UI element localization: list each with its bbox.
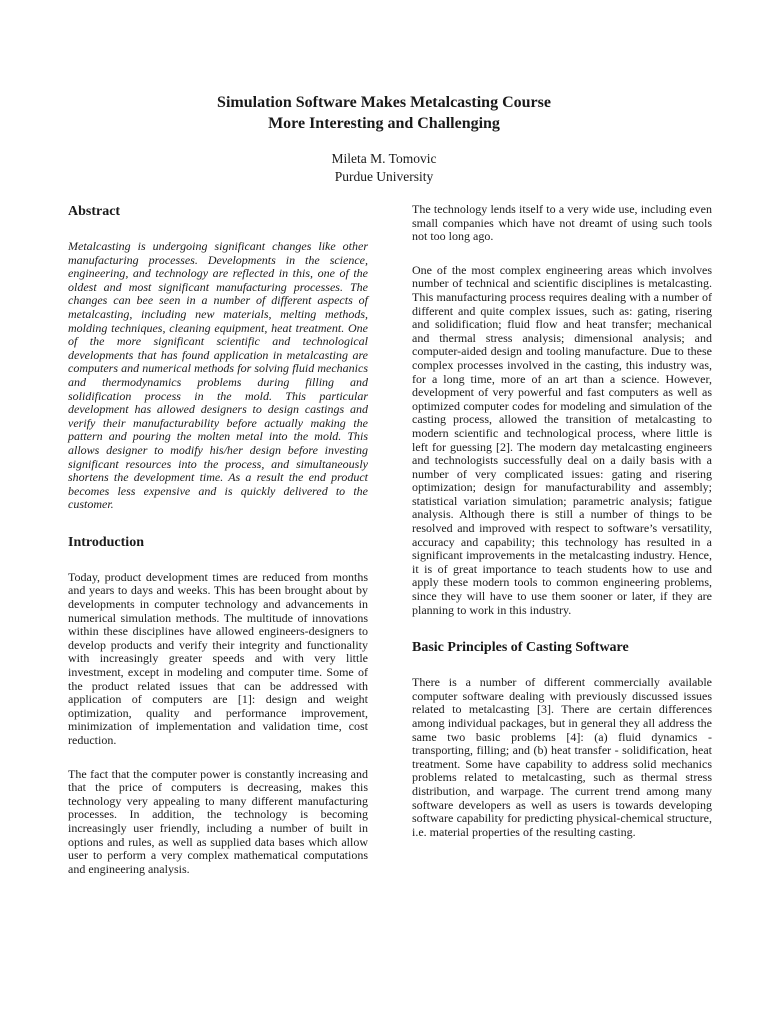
paper-title bbox=[0, 92, 768, 134]
introduction-paragraph-1: Today, product development times are reduced from months and years to days and weeks. This has been brought about by developments in computer technology and advancements in numerical simulation methods. The multitude of innovations within these disciplines have allowed engineers-designers to develop products and verify their integrity and functionality with increasingly greater speeds and with very little investment, except in modeling and computer time. Some of the product related issues that can be addressed with application of computers are [1]: design and weight optimization, quality and performance improvement, minimization of implementation and validation time, cost reduction. bbox=[68, 569, 368, 747]
title-line-2: More Interesting and Challenging bbox=[268, 115, 500, 132]
body-paragraph-metalcasting: One of the most complex engineering areas which involves number of technical and scientific disciplines is metalcasting. This manufacturing process requires dealing with a number of different and quite complex issues, such as: gating, risering and solidification; fluid flow and heat transfer; mechanical and thermal stress analysis; dimensional analysis; and computer-aided design and tooling manufacture. Due to these complex processes involved in the casting, this industry was, for a long time, more of an art than a science. However, development of very powerful and fast computers as well as optimized computer codes for modeling and simulation of the casting process, allowed the transition of metalcasting to modern scientific and technological process, where little is left for guessing [2]. The modern day metalcasting engineers and technologists successfully deal on a daily basis with a number of very complicated issues: gating and risering optimization; design for manufacturability and assembly; statistical variation simulation; parametric analysis; fatigue analysis. Although there is still a number of things to be resolved and improved with respect to software’s versatility, accuracy and capability; this technology has resulted in a significant improvements in the metalcasting industry. Hence, it is of great importance to teach students how to use and apply these modern tools to common engineering problems, since they will have to use them sooner or later, if they are planning to work in this industry. bbox=[412, 262, 712, 617]
author-affiliation: Purdue University bbox=[334, 169, 434, 184]
author-block bbox=[0, 150, 768, 186]
left-column bbox=[68, 203, 368, 876]
abstract-text: Metalcasting is undergoing significant changes like other manufacturing processes. Developments in the science, engineering, and technology are reflected in this, one of the oldest and most significant manufacturing processes. The changes can bee seen in a number of different aspects of metalcasting, including new materials, melting methods, molding techniques, cleaning equipment, heat treatment. One of the more significant scientific and technological developments that has found application in metalcasting are computers and numerical methods for solving fluid mechanics and thermodynamics problems during filling and solidification process in the mold. This particular development has allowed designers to design castings and verify their manufacturability before actually making the pattern and pouring the molten metal into the mold. This allows designer to modify his/her design before investing significant resources into the process, and simultaneously shortens the development time. As a result the end product becomes less expensive and is quickly delivered to the customer. bbox=[68, 239, 368, 512]
basic-principles-heading: Basic Principles of Casting Software bbox=[412, 640, 629, 656]
basic-principles-paragraph: There is a number of different commercially available computer software dealing with previously discussed issues related to metalcasting [3]. There are certain differences among individual packages, but in general they all address the same two basic problems [4]: (a) fluid dynamics - transporting, filling; and (b) heat transfer - solidification, heat treatment. Some have capability to address solid mechanics problems related to metalcasting, such as thermal stress distribution, and warpage. The current trend among many software developers as well as users is towards developing software capability for predicting physical-chemical structure, i.e. material properties of the resulting casting. bbox=[412, 675, 712, 839]
introduction-heading: Introduction bbox=[68, 534, 144, 550]
right-column bbox=[412, 203, 712, 839]
title-line-1: Simulation Software Makes Metalcasting Course bbox=[217, 94, 551, 111]
author-name: Mileta M. Tomovic bbox=[331, 151, 437, 166]
body-paragraph-technology: The technology lends itself to a very wide use, including even small companies which have not dreamt of using such tools not too long ago. bbox=[412, 202, 712, 244]
abstract-heading: Abstract bbox=[68, 204, 121, 219]
introduction-paragraph-2: The fact that the computer power is constantly increasing and that the price of computers is decreasing, makes this technology very appealing to many different manufacturing processes. In addition, the technology is becoming increasingly user friendly, including a number of built in options and rules, as well as supplied data bases which allow user to perform a very complex mathematical computations and engineering analysis. bbox=[68, 766, 368, 876]
